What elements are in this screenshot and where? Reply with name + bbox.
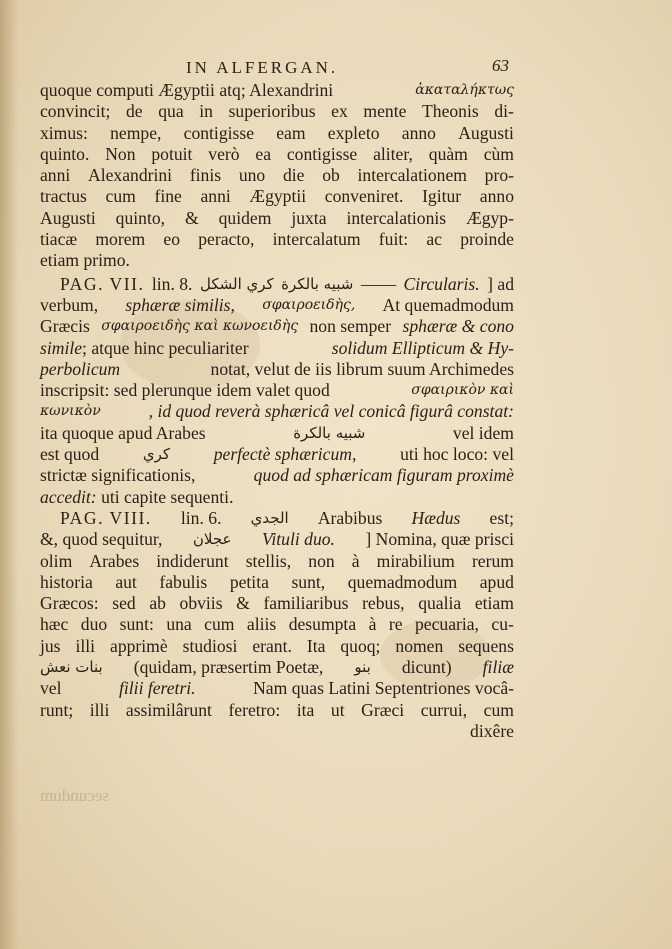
catchword: dixêre xyxy=(470,720,514,741)
arabic-word: كري الشكل xyxy=(199,274,274,293)
page-header xyxy=(40,58,520,80)
arabic-word: كري xyxy=(142,445,171,464)
annotation-line: hæc duo sunt: una cum aliis desumpta à re pecuaria, cu- xyxy=(40,614,514,635)
annotation-line: &, quod sequitur, عجلان Vituli duo. ] Nomina, quæ prisci xyxy=(40,529,514,550)
greek-word: σφαιροειδὴς, xyxy=(262,296,356,313)
arabic-word: الجدي xyxy=(250,508,289,527)
greek-word: σφαιροειδὴς καὶ κωνοειδὴς xyxy=(101,318,299,335)
annotation-line: olim Arabes indiderunt stellis, non à mirabilium rerum xyxy=(40,550,514,571)
arabic-word: شبيه بالكرة xyxy=(281,274,354,293)
text-line: tractus cum fine anni Ægyptii conveniret. Igitur anno xyxy=(40,186,514,207)
greek-word: κωνικὸν xyxy=(40,403,101,420)
text-line: tiacæ morem eo peracto, intercalatum fuit: ac proinde xyxy=(40,229,514,250)
running-head: IN ALFERGAN. xyxy=(186,58,339,77)
gutter-shadow xyxy=(0,0,18,949)
text-line: ximus: nempe, contigisse eam expleto anno Augusti xyxy=(40,122,514,143)
text-line: Augusti quinto, & quidem juxta intercalationis Ægyp- xyxy=(40,207,514,228)
annotation-line: PAG. VII. lin. 8. كري الشكل شبيه بالكرة —— Circularis. ] ad xyxy=(60,273,514,294)
annotation-line: verbum, sphæræ similis, σφαιροειδὴς, At quemadmodum xyxy=(40,294,514,315)
arabic-word: بنو xyxy=(354,658,371,677)
annotation-line: Græcis σφαιροειδὴς καὶ κωνοειδὴς non semper sphæræ & cono xyxy=(40,316,514,337)
page-number: 63 xyxy=(492,56,509,75)
arabic-word: شبيه بالكرة xyxy=(293,423,366,442)
section-label: PAG. VII. xyxy=(60,273,145,294)
annotation-line: Græcos: sed ab obviis & familiaribus rebus, qualia etiam xyxy=(40,593,514,614)
text-block xyxy=(40,80,514,742)
annotation-line: simile; atque hinc peculiariter solidum Ellipticum & Hy- xyxy=(40,337,514,358)
annotation-line: runt; illi assimilârunt feretro: ita ut Græci currui, cum xyxy=(40,699,514,720)
annotation-line: est quod كري perfectè sphæricum, uti hoc loco: vel xyxy=(40,444,514,465)
annotation-line: strictæ significationis, quod ad sphæricam figuram proximè xyxy=(40,465,514,486)
annotation-line: بنات نعش (quidam, præsertim Poetæ, بنو dicunt) filiæ xyxy=(40,657,514,678)
greek-word: σφαιρικὸν καὶ xyxy=(411,382,514,399)
text-line: convincit; de qua in superioribus ex mente Theonis di- xyxy=(40,101,514,122)
annotation-line: jus illi apprimè studiosi erant. Ita quoq; nomen sequens xyxy=(40,635,514,656)
text-line: etiam primo. xyxy=(40,250,130,271)
text-line: quinto. Non potuit verò ea contigisse aliter, quàm cùm xyxy=(40,143,514,164)
show-through-text: secundum xyxy=(40,786,109,805)
lemma: Circularis. xyxy=(403,273,480,294)
greek-word: ἀκαταλήκτως xyxy=(415,82,514,98)
annotation-line: perbolicum notat, velut de iis librum suum Archimedes xyxy=(40,358,514,379)
section-label: PAG. VIII. xyxy=(60,507,152,528)
annotation-line: ita quoque apud Arabes شبيه بالكرة vel idem xyxy=(40,422,514,443)
annotation-line: PAG. VIII. lin. 6. الجدي Arabibus Hædus est; xyxy=(60,507,514,528)
text-line: anni Alexandrini finis uno die ob intercalationem pro- xyxy=(40,165,514,186)
arabic-word: بنات نعش xyxy=(40,658,103,677)
annotation-line: vel filii feretri. Nam quas Latini Septentriones vocâ- xyxy=(40,678,514,699)
annotation-line: inscripsit: sed plerunque idem valet quod σφαιρικὸν καὶ xyxy=(40,380,514,401)
arabic-word: عجلان xyxy=(192,530,232,549)
text-line: quoque computi Ægyptii atq; Alexandrini ἀκαταλήκτως xyxy=(40,80,514,100)
annotation-line: κωνικὸν , id quod reverà sphæricâ vel conicâ figurâ constat: xyxy=(40,401,514,422)
annotation-line: accedit: uti capite sequenti. xyxy=(40,486,234,507)
annotation-line: historia aut fabulis petita sunt, quemadmodum apud xyxy=(40,571,514,592)
